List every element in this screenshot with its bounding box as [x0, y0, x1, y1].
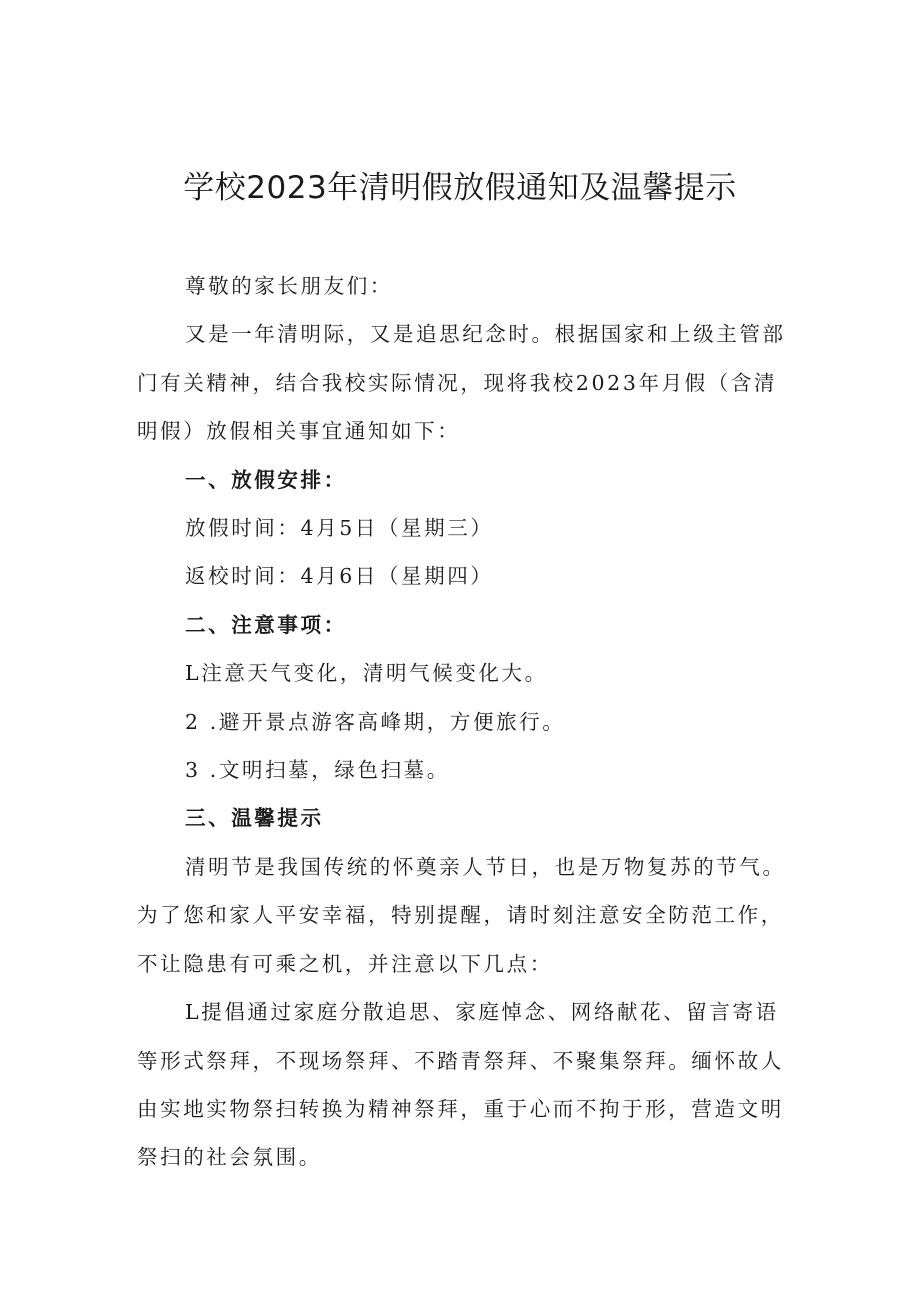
section-heading-notes: 二、注意事项： [185, 612, 347, 637]
tips-paragraph-1: 清明节是我国传统的怀奠亲人节日，也是万物复苏的节气。为了您和家人平安幸福，特别提醒，请时刻注意安全防范工作，不让隐患有可乘之机，并注意以下几点： [137, 854, 786, 976]
section-heading-schedule: 一、放假安排： [185, 467, 347, 492]
note-item-2: 2 .避开景点游客高峰期，方便旅行。 [185, 709, 566, 734]
holiday-start-line: 放假时间：4月5日（星期三） [185, 516, 494, 541]
document-body [137, 262, 797, 1182]
note-item-3: 3 .文明扫墓，绿色扫墓。 [185, 758, 450, 783]
document-title: 学校2023年清明假放假通知及温馨提示 [183, 170, 737, 206]
return-school-line: 返校时间：4月6日（星期四） [185, 564, 494, 589]
tips-paragraph-2: L提倡通过家庭分散追思、家庭悼念、网络献花、留言寄语等形式祭拜，不现场祭拜、不踏青祭拜、不聚集祭拜。缅怀故人由实地实物祭扫转换为精神祭拜，重于心而不拘于形，营造文明祭扫的社会氛围。 [137, 1000, 784, 1170]
section-heading-tips: 三、温馨提示 [185, 806, 324, 831]
intro-paragraph: 又是一年清明际，又是追思纪念时。根据国家和上级主管部门有关精神，结合我校实际情况，现将我校2023年月假（含清明假）放假相关事宜通知如下： [137, 322, 786, 444]
salutation: 尊敬的家长朋友们： [185, 274, 393, 298]
note-item-1: L注意天气变化，清明气候变化大。 [185, 661, 548, 686]
